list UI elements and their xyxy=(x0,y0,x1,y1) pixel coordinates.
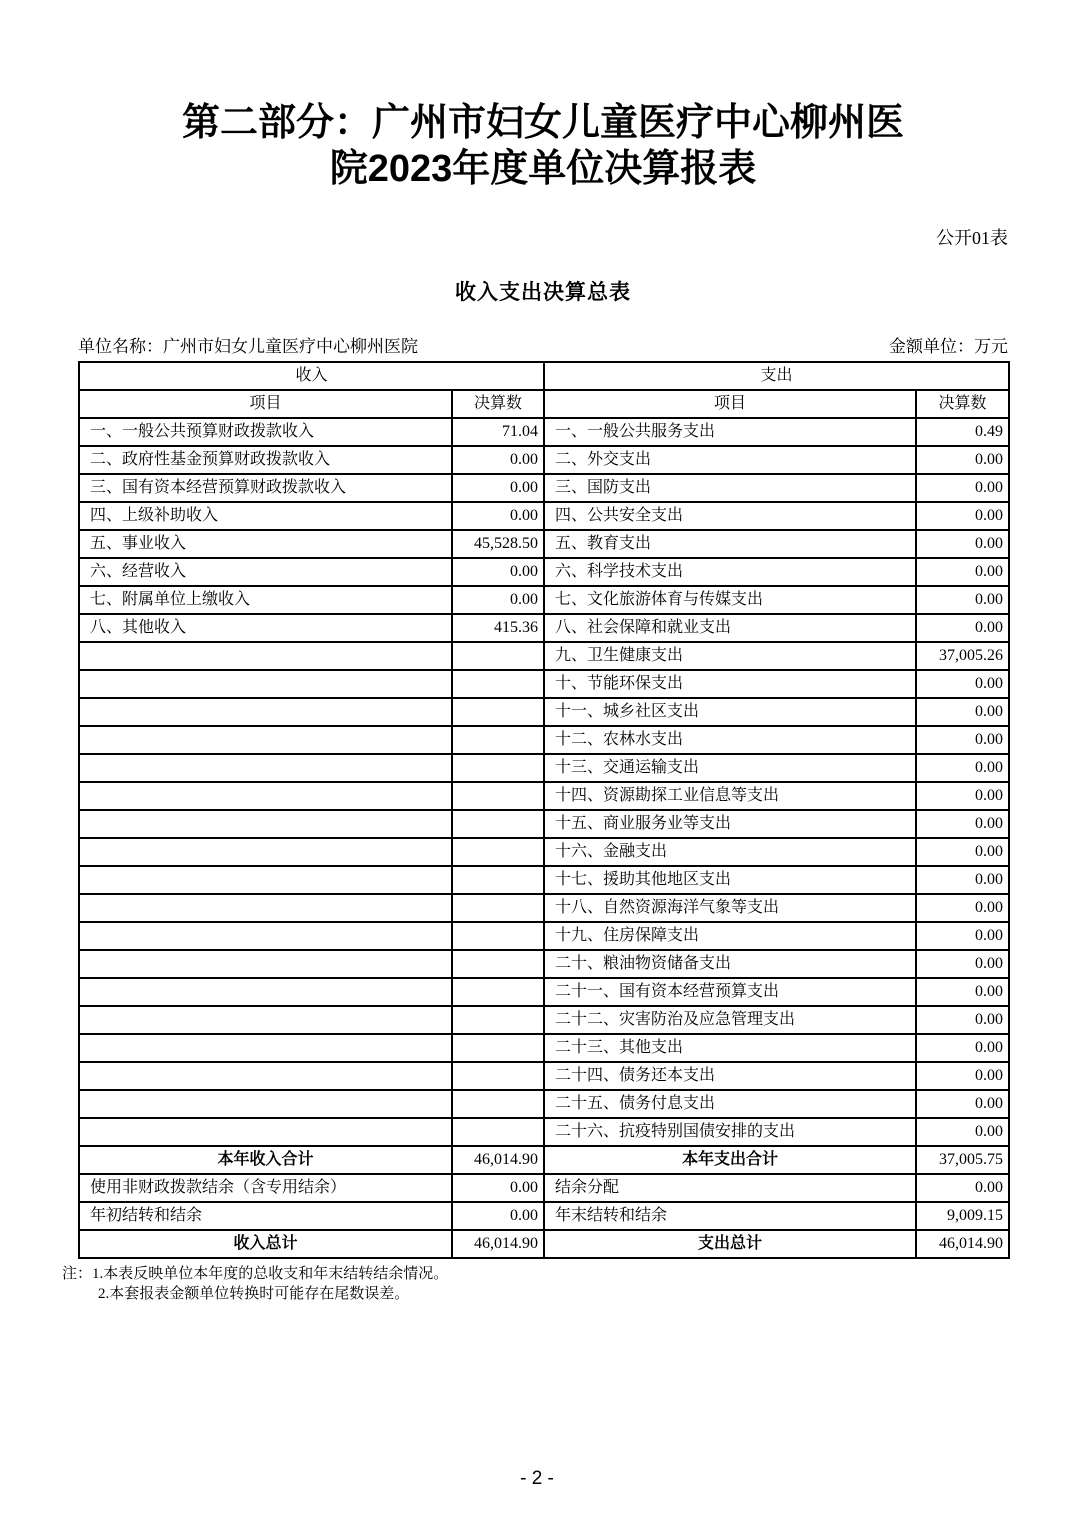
expense-amount-cell: 0.00 xyxy=(916,950,1009,978)
table-row xyxy=(79,1118,1009,1146)
income-amount-cell xyxy=(452,922,544,950)
footnote-1: 注：1.本表反映单位本年度的总收支和年末结转结余情况。 xyxy=(62,1266,449,1282)
expense-item-cell: 二十二、灾害防治及应急管理支出 xyxy=(544,1006,916,1034)
table-row xyxy=(79,1034,1009,1062)
income-item-cell xyxy=(79,838,452,866)
expense-amount-cell: 0.00 xyxy=(916,1090,1009,1118)
expense-amount-cell: 0.00 xyxy=(916,782,1009,810)
income-amount-cell xyxy=(452,1118,544,1146)
income-item-cell: 年初结转和结余 xyxy=(79,1202,452,1230)
expense-amount-cell: 0.00 xyxy=(916,502,1009,530)
income-amount-cell: 71.04 xyxy=(452,418,544,446)
expense-amount-cell: 0.00 xyxy=(916,1062,1009,1090)
expense-amount-cell: 0.00 xyxy=(916,922,1009,950)
expense-item-cell: 三、国防支出 xyxy=(544,474,916,502)
income-amount-cell xyxy=(452,838,544,866)
expense-item-cell: 十五、商业服务业等支出 xyxy=(544,810,916,838)
income-amount-cell: 0.00 xyxy=(452,474,544,502)
table-row xyxy=(79,838,1009,866)
expense-item-cell: 十二、农林水支出 xyxy=(544,726,916,754)
expense-amount-cell: 37,005.75 xyxy=(916,1146,1009,1174)
expense-amount-cell: 0.00 xyxy=(916,726,1009,754)
expense-item-cell: 十三、交通运输支出 xyxy=(544,754,916,782)
income-item-cell xyxy=(79,1090,452,1118)
income-amount-cell: 0.00 xyxy=(452,502,544,530)
table-row xyxy=(79,894,1009,922)
income-item-cell: 四、上级补助收入 xyxy=(79,502,452,530)
section-header-row xyxy=(79,362,1009,390)
income-section-header: 收入 xyxy=(79,362,544,390)
table-row xyxy=(79,558,1009,586)
footnotes xyxy=(62,1264,1008,1304)
income-amount-cell xyxy=(452,726,544,754)
income-amount-cell xyxy=(452,950,544,978)
table-row xyxy=(79,810,1009,838)
table-row xyxy=(79,1174,1009,1202)
expense-item-cell: 十九、住房保障支出 xyxy=(544,922,916,950)
income-amount-cell xyxy=(452,1090,544,1118)
income-item-cell xyxy=(79,1118,452,1146)
table-row xyxy=(79,1146,1009,1174)
income-item-cell xyxy=(79,698,452,726)
table-row xyxy=(79,474,1009,502)
table-row xyxy=(79,1090,1009,1118)
income-amount-cell xyxy=(452,782,544,810)
expense-item-cell: 二十、粮油物资储备支出 xyxy=(544,950,916,978)
income-item-cell: 收入总计 xyxy=(79,1230,452,1258)
income-item-cell xyxy=(79,922,452,950)
income-item-cell: 三、国有资本经营预算财政拨款收入 xyxy=(79,474,452,502)
expense-item-cell: 十、节能环保支出 xyxy=(544,670,916,698)
table-row xyxy=(79,978,1009,1006)
table-row xyxy=(79,642,1009,670)
income-amount-column-header: 决算数 xyxy=(452,390,544,418)
income-item-cell: 六、经营收入 xyxy=(79,558,452,586)
table-row xyxy=(79,418,1009,446)
expense-amount-cell: 0.00 xyxy=(916,586,1009,614)
income-amount-cell: 0.00 xyxy=(452,1202,544,1230)
page-title: 第二部分：广州市妇女儿童医疗中心柳州医院2023年度单位决算报表 xyxy=(181,102,904,190)
income-amount-cell xyxy=(452,978,544,1006)
expense-item-cell: 五、教育支出 xyxy=(544,530,916,558)
expense-section-header: 支出 xyxy=(544,362,1009,390)
table-row xyxy=(79,726,1009,754)
expense-amount-cell: 0.00 xyxy=(916,446,1009,474)
income-item-cell xyxy=(79,642,452,670)
table-row xyxy=(79,614,1009,642)
table-row xyxy=(79,1006,1009,1034)
income-item-cell xyxy=(79,978,452,1006)
expense-amount-cell: 0.00 xyxy=(916,978,1009,1006)
expense-item-column-header: 项目 xyxy=(544,390,916,418)
income-item-cell: 使用非财政拨款结余（含专用结余） xyxy=(79,1174,452,1202)
income-amount-cell: 0.00 xyxy=(452,558,544,586)
income-amount-cell xyxy=(452,698,544,726)
table-row xyxy=(79,670,1009,698)
table-row xyxy=(79,530,1009,558)
expense-item-cell: 十一、城乡社区支出 xyxy=(544,698,916,726)
income-amount-cell: 46,014.90 xyxy=(452,1230,544,1258)
table-body xyxy=(79,418,1009,1258)
income-item-cell: 一、一般公共预算财政拨款收入 xyxy=(79,418,452,446)
table-row xyxy=(79,1062,1009,1090)
expense-item-cell: 二十三、其他支出 xyxy=(544,1034,916,1062)
expense-amount-cell: 0.00 xyxy=(916,894,1009,922)
income-amount-cell xyxy=(452,670,544,698)
expense-item-cell: 四、公共安全支出 xyxy=(544,502,916,530)
income-amount-cell: 0.00 xyxy=(452,586,544,614)
table-row xyxy=(79,446,1009,474)
unit-name: 单位名称：广州市妇女儿童医疗中心柳州医院 xyxy=(78,337,418,356)
table-row xyxy=(79,950,1009,978)
income-item-cell: 五、事业收入 xyxy=(79,530,452,558)
income-amount-cell: 0.00 xyxy=(452,446,544,474)
expense-amount-cell: 37,005.26 xyxy=(916,642,1009,670)
income-amount-cell: 45,528.50 xyxy=(452,530,544,558)
income-item-cell: 七、附属单位上缴收入 xyxy=(79,586,452,614)
expense-item-cell: 十六、金融支出 xyxy=(544,838,916,866)
expense-amount-column-header: 决算数 xyxy=(916,390,1009,418)
income-item-cell xyxy=(79,1034,452,1062)
expense-amount-cell: 0.00 xyxy=(916,474,1009,502)
expense-amount-cell: 0.00 xyxy=(916,1118,1009,1146)
expense-item-cell: 十八、自然资源海洋气象等支出 xyxy=(544,894,916,922)
income-amount-cell: 0.00 xyxy=(452,1174,544,1202)
expense-item-cell: 支出总计 xyxy=(544,1230,916,1258)
income-amount-cell xyxy=(452,754,544,782)
expense-amount-cell: 0.00 xyxy=(916,754,1009,782)
table-head xyxy=(79,362,1009,418)
table-row xyxy=(79,866,1009,894)
expense-item-cell: 年末结转和结余 xyxy=(544,1202,916,1230)
table-row xyxy=(79,586,1009,614)
expense-item-cell: 二十四、债务还本支出 xyxy=(544,1062,916,1090)
expense-item-cell: 七、文化旅游体育与传媒支出 xyxy=(544,586,916,614)
income-item-cell xyxy=(79,950,452,978)
expense-item-cell: 结余分配 xyxy=(544,1174,916,1202)
expense-item-cell: 九、卫生健康支出 xyxy=(544,642,916,670)
income-item-cell xyxy=(79,726,452,754)
expense-amount-cell: 0.00 xyxy=(916,1006,1009,1034)
table-row xyxy=(79,782,1009,810)
expense-item-cell: 六、科学技术支出 xyxy=(544,558,916,586)
income-expense-table xyxy=(78,361,1010,1259)
expense-item-cell: 二十六、抗疫特别国债安排的支出 xyxy=(544,1118,916,1146)
income-item-cell xyxy=(79,670,452,698)
column-header-row xyxy=(79,390,1009,418)
income-item-column-header: 项目 xyxy=(79,390,452,418)
expense-amount-cell: 0.00 xyxy=(916,810,1009,838)
table-row xyxy=(79,1202,1009,1230)
income-item-cell xyxy=(79,1062,452,1090)
table-meta-row xyxy=(78,337,1008,357)
expense-item-cell: 二十一、国有资本经营预算支出 xyxy=(544,978,916,1006)
expense-amount-cell: 0.00 xyxy=(916,1034,1009,1062)
expense-amount-cell: 0.00 xyxy=(916,838,1009,866)
amount-unit: 金额单位：万元 xyxy=(889,337,1008,356)
income-amount-cell: 46,014.90 xyxy=(452,1146,544,1174)
table-row xyxy=(79,502,1009,530)
expense-item-cell: 二十五、债务付息支出 xyxy=(544,1090,916,1118)
income-item-cell xyxy=(79,810,452,838)
expense-item-cell: 本年支出合计 xyxy=(544,1146,916,1174)
footnote-2: 2.本套报表金额单位转换时可能存在尾数误差。 xyxy=(98,1286,410,1302)
table-row xyxy=(79,698,1009,726)
income-amount-cell xyxy=(452,642,544,670)
income-amount-cell xyxy=(452,1062,544,1090)
expense-amount-cell: 9,009.15 xyxy=(916,1202,1009,1230)
income-item-cell xyxy=(79,782,452,810)
income-item-cell: 八、其他收入 xyxy=(79,614,452,642)
table-title: 收入支出决算总表 xyxy=(455,280,631,304)
document-page xyxy=(62,0,1008,1304)
expense-item-cell: 八、社会保障和就业支出 xyxy=(544,614,916,642)
expense-amount-cell: 0.00 xyxy=(916,614,1009,642)
income-amount-cell xyxy=(452,894,544,922)
expense-item-cell: 二、外交支出 xyxy=(544,446,916,474)
income-amount-cell xyxy=(452,866,544,894)
expense-amount-cell: 46,014.90 xyxy=(916,1230,1009,1258)
page-number: - 2 - xyxy=(520,1468,554,1489)
income-amount-cell xyxy=(452,1006,544,1034)
income-amount-cell: 415.36 xyxy=(452,614,544,642)
expense-amount-cell: 0.00 xyxy=(916,866,1009,894)
expense-amount-cell: 0.49 xyxy=(916,418,1009,446)
expense-item-cell: 一、一般公共服务支出 xyxy=(544,418,916,446)
table-row xyxy=(79,1230,1009,1258)
income-amount-cell xyxy=(452,810,544,838)
form-code: 公开01表 xyxy=(936,228,1008,248)
expense-amount-cell: 0.00 xyxy=(916,698,1009,726)
expense-amount-cell: 0.00 xyxy=(916,1174,1009,1202)
income-item-cell xyxy=(79,866,452,894)
table-row xyxy=(79,754,1009,782)
expense-amount-cell: 0.00 xyxy=(916,558,1009,586)
expense-amount-cell: 0.00 xyxy=(916,530,1009,558)
table-row xyxy=(79,922,1009,950)
income-item-cell xyxy=(79,1006,452,1034)
income-item-cell xyxy=(79,754,452,782)
income-amount-cell xyxy=(452,1034,544,1062)
income-item-cell xyxy=(79,894,452,922)
expense-amount-cell: 0.00 xyxy=(916,670,1009,698)
income-item-cell: 本年收入合计 xyxy=(79,1146,452,1174)
expense-item-cell: 十七、援助其他地区支出 xyxy=(544,866,916,894)
expense-item-cell: 十四、资源勘探工业信息等支出 xyxy=(544,782,916,810)
income-item-cell: 二、政府性基金预算财政拨款收入 xyxy=(79,446,452,474)
